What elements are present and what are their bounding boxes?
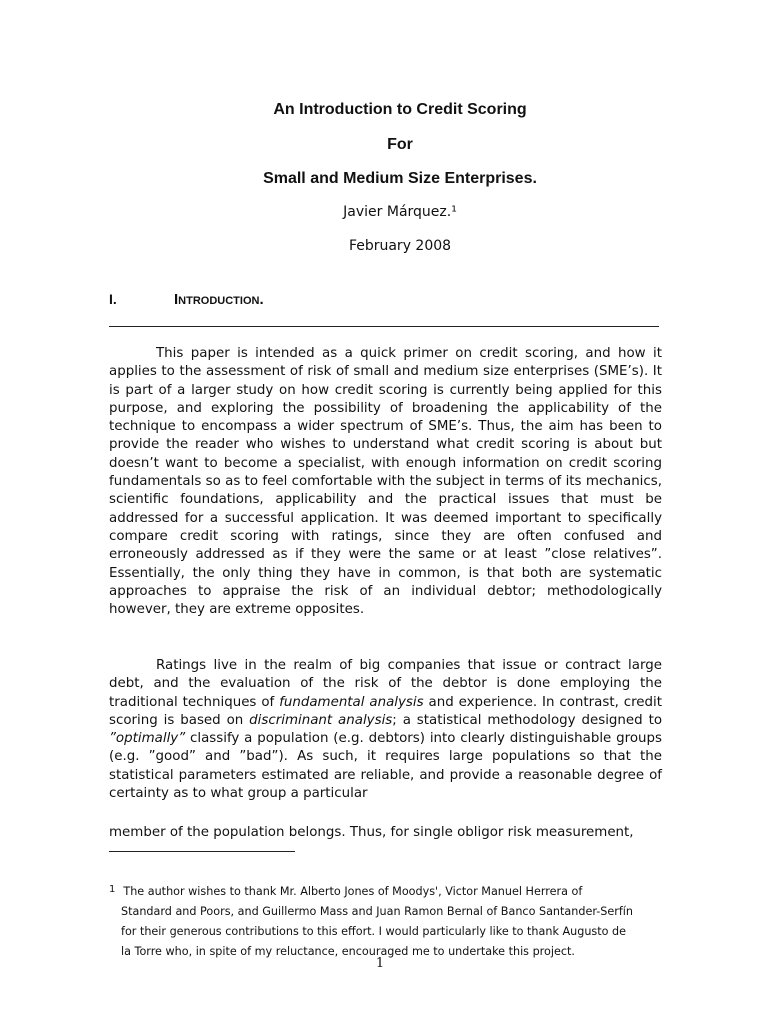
paragraph-2-continuation-text: member of the population belongs. Thus, for single obligor risk measurement, <box>109 825 634 840</box>
footnote-line-3: for their generous contributions to this effort. I would particularly like to thank Augusto de <box>121 925 627 938</box>
footnote-line-4: la Torre who, in spite of my reluctance, encouraged me to undertake this project. <box>121 945 575 958</box>
footnote-line-1-text: The author wishes to thank Mr. Alberto Jones of Moodys', Victor Manuel Herrera of <box>123 885 583 898</box>
title-line-3: Small and Medium Size Enterprises. <box>263 170 537 187</box>
paragraph-1 <box>109 345 662 619</box>
italic-discriminant-analysis: discriminant analysis <box>249 712 393 728</box>
paragraph-2-part-1: Ratings live in the realm of big companies that issue or contract large debt, and the evaluation of the risk of the debtor is done employing the traditional techniques of <box>109 658 662 710</box>
paragraph-1-text: This paper is intended as a quick primer on credit scoring, and how it applies to the assessment of risk of small and medium size enterprises (SME’s). It is part of a larger study on how credit scoring is currently being applied for this purpose, and exploring the possibility of broadening the applicability of the technique to encompass a wider spectrum of SME’s. Thus, the aim has been to provide the reader who wishes to understand what credit scoring is about but doesn’t want to become a specialist, with enough information on credit scoring fundamentals so as to feel comfortable with the subject in terms of its mechanics, scientific foundations, applicability and the practical issues that must be addressed for a successful application. It was deemed important to specifically compare credit scoring with ratings, since they are often confused and erroneously addressed as if they were the same or at least ”close relatives”. Essentially, the only thing they have in common, is that both are systematic approaches to appraise the risk of an individual debtor; methodologically however, they are extreme opposites. <box>109 346 662 618</box>
footnote <box>109 880 662 962</box>
italic-fundamental-analysis: fundamental analysis <box>279 694 424 710</box>
section-divider <box>109 326 659 327</box>
section-number: I. <box>109 291 117 307</box>
date: February 2008 <box>348 238 452 254</box>
section-heading <box>109 291 264 308</box>
footnote-line-2: Standard and Poors, and Guillermo Mass and Juan Ramon Bernal of Banco Santander-Serfín <box>121 905 633 918</box>
paragraph-2-continuation <box>109 824 662 842</box>
paragraph-2-part-3: ; a statistical methodology designed to <box>392 712 663 728</box>
footnote-mark: 1 <box>109 884 116 895</box>
footnote-separator <box>109 851 295 852</box>
page-number: 1 <box>375 956 385 971</box>
title-line-1: An Introduction to Credit Scoring <box>273 101 527 118</box>
paragraph-2-part-4: classify a population (e.g. debtors) into clearly distinguishable groups (e.g. ”good” and ”bad”). As such, it requires large populations so that the statistical parameters estimated are reliable, and provide a reasonable degree of certainty as to what group a particular <box>109 731 662 802</box>
paragraph-2-text <box>109 657 662 803</box>
section-title: Introduction. <box>174 291 264 308</box>
italic-optimally: ”optimally” <box>109 731 186 747</box>
paragraph-2-part-2: and experience. In contrast, credit scoring is based on <box>109 694 663 728</box>
title-line-2: For <box>387 136 413 153</box>
footnote-line-1 <box>109 880 662 902</box>
author: Javier Márquez.¹ <box>343 204 457 220</box>
paragraph-2 <box>109 657 662 803</box>
